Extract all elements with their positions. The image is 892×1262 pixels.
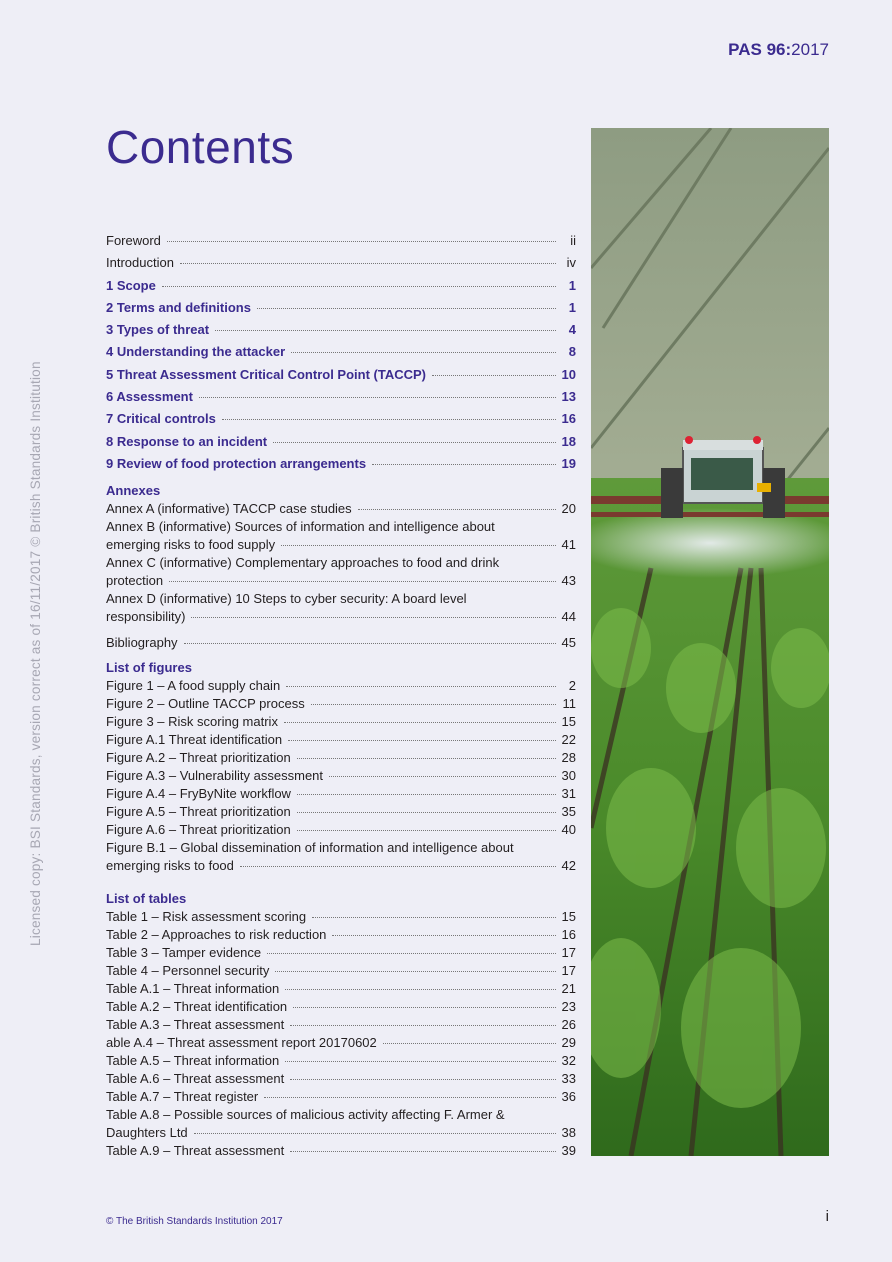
toc-entry-table[interactable]: [106, 998, 576, 1016]
dot-leader: [297, 830, 556, 831]
toc-entry-table[interactable]: [106, 1016, 576, 1034]
dot-leader: [285, 1061, 555, 1062]
toc-entry-page: 4: [568, 322, 576, 338]
toc-entry-table-a8[interactable]: [106, 1124, 576, 1142]
toc-entry[interactable]: [106, 275, 576, 297]
toc-entry-annex-c-line1[interactable]: Annex C (informative) Complementary approaches to food and drink: [106, 555, 500, 571]
dot-leader: [332, 935, 555, 936]
dot-leader: [297, 794, 556, 795]
toc-entry[interactable]: [106, 364, 576, 386]
dot-leader: [267, 953, 555, 954]
dot-leader: [383, 1043, 556, 1044]
toc-entry-table[interactable]: [106, 908, 576, 926]
toc-entry-figure-b1[interactable]: [106, 857, 576, 875]
dot-leader: [290, 1079, 555, 1080]
toc-entry-page: 43: [561, 573, 576, 589]
toc-entry-figure[interactable]: [106, 821, 576, 839]
toc-entry[interactable]: [106, 297, 576, 319]
toc-entry-label: Foreword: [106, 233, 161, 248]
toc-entry-page: 30: [561, 768, 576, 784]
toc-entry-label: 5 Threat Assessment Critical Control Point (TACCP): [106, 366, 426, 382]
toc-entry-label: 3 Types of threat: [106, 322, 210, 338]
dot-leader: [215, 330, 556, 331]
toc-entry-page: 45: [561, 635, 576, 651]
toc-entry-page: 17: [561, 963, 576, 979]
toc-entry[interactable]: [106, 386, 576, 408]
toc-entry-label: Figure A.2 – Threat prioritization: [106, 750, 291, 766]
toc-entry-figure[interactable]: [106, 767, 576, 785]
toc-entry-label: Figure 1 – A food supply chain: [106, 678, 281, 694]
toc-entry-page: 26: [561, 1017, 576, 1033]
toc-entry-page: 10: [561, 366, 576, 382]
toc-entry-page: 15: [561, 909, 576, 925]
toc-entry-label: Table A.1 – Threat information: [106, 981, 280, 997]
standard-code: PAS 96:: [728, 40, 792, 59]
dot-leader: [184, 643, 556, 644]
toc-entry-label: able A.4 – Threat assessment report 20170602: [106, 1035, 377, 1051]
toc-entry-page: 44: [561, 609, 576, 625]
toc-entry-page: 40: [561, 822, 576, 838]
toc-entry-page: 36: [561, 1089, 576, 1105]
tables-heading: List of tables: [106, 891, 187, 907]
toc-entry-page: 31: [561, 786, 576, 802]
dot-leader: [372, 464, 555, 465]
table-of-contents: [106, 230, 576, 1160]
toc-entry-label: Bibliography: [106, 635, 178, 651]
toc-entry-table[interactable]: [106, 1070, 576, 1088]
toc-entry-label: 6 Assessment: [106, 389, 193, 405]
toc-entry-figure[interactable]: [106, 803, 576, 821]
dot-leader: [281, 545, 555, 546]
spacer: [106, 875, 576, 883]
toc-entry-label: Daughters Ltd: [106, 1125, 188, 1141]
toc-entry-label: Table A.5 – Threat information: [106, 1053, 280, 1069]
toc-entry[interactable]: [106, 230, 576, 252]
toc-entry-label: Annex A (informative) TACCP case studies: [106, 501, 352, 517]
dot-leader: [312, 917, 555, 918]
toc-entry-page: 19: [561, 455, 576, 471]
toc-entry-figure[interactable]: [106, 749, 576, 767]
toc-entry-table[interactable]: [106, 926, 576, 944]
toc-entry-page: iv: [566, 255, 576, 271]
dot-leader: [191, 617, 555, 618]
toc-entry-page: 1: [568, 277, 576, 293]
toc-entry-label: Figure A.6 – Threat prioritization: [106, 822, 291, 838]
annexes-heading: Annexes: [106, 483, 161, 499]
dot-leader: [273, 442, 555, 443]
dot-leader: [169, 581, 555, 582]
toc-entry-label: responsibility): [106, 609, 186, 625]
dot-leader: [257, 308, 556, 309]
dot-leader: [290, 1025, 555, 1026]
copyright-footer: © The British Standards Institution 2017: [106, 1216, 283, 1227]
main-sections: [106, 230, 576, 475]
toc-entry-figure-b1-line1[interactable]: Figure B.1 – Global dissemination of information and intelligence about: [106, 840, 514, 856]
spacer: [106, 626, 576, 634]
toc-entry-label: Introduction: [106, 255, 174, 271]
dot-leader: [358, 509, 556, 510]
toc-entry-table[interactable]: [106, 1052, 576, 1070]
dot-leader: [222, 419, 556, 420]
toc-entry-page: 28: [561, 750, 576, 766]
toc-entry[interactable]: [106, 252, 576, 274]
toc-entry[interactable]: [106, 431, 576, 453]
toc-entry-label: Table 1 – Risk assessment scoring: [106, 909, 307, 925]
toc-entry-table[interactable]: [106, 980, 576, 998]
toc-entry-page: 13: [561, 389, 576, 405]
toc-entry-label: 2 Terms and definitions: [106, 299, 251, 315]
toc-entry-label: 9 Review of food protection arrangements: [106, 455, 367, 471]
toc-entry-page: 39: [561, 1143, 576, 1159]
standard-year: 2017: [791, 40, 829, 59]
toc-entry-page: 41: [561, 537, 576, 553]
dot-leader: [240, 866, 556, 867]
toc-entry-label: Table A.2 – Threat identification: [106, 999, 288, 1015]
page-title: Contents: [106, 121, 295, 173]
toc-entry[interactable]: [106, 408, 576, 430]
dot-leader: [291, 352, 556, 353]
toc-entry-label: Table 4 – Personnel security: [106, 963, 270, 979]
dot-leader: [162, 286, 556, 287]
toc-entry-page: 18: [561, 433, 576, 449]
toc-entry-label: Figure 2 – Outline TACCP process: [106, 696, 305, 712]
tables-list: [106, 908, 576, 1106]
toc-entry-table-a9[interactable]: [106, 1142, 576, 1160]
dot-leader: [432, 375, 556, 376]
dot-leader: [293, 1007, 555, 1008]
toc-entry-label: Figure A.4 – FryByNite workflow: [106, 786, 291, 802]
toc-entry-page: ii: [570, 233, 576, 248]
toc-entry-annex-d[interactable]: [106, 608, 576, 626]
toc-entry-label: emerging risks to food: [106, 858, 234, 874]
dot-leader: [167, 241, 556, 242]
crop-sprayer-photo: [591, 128, 829, 1156]
toc-entry-page: 15: [561, 714, 576, 730]
dot-leader: [199, 397, 556, 398]
page-number: i: [825, 1208, 829, 1225]
toc-entry-page: 11: [562, 696, 576, 712]
toc-entry-page: 22: [561, 732, 576, 748]
toc-entry-page: 17: [561, 945, 576, 961]
toc-entry-label: Table A.9 – Threat assessment: [106, 1143, 285, 1159]
toc-entry-annex-b-line1[interactable]: Annex B (informative) Sources of information and intelligence about: [106, 519, 495, 535]
toc-entry-figure[interactable]: [106, 677, 576, 695]
toc-entry-label: Figure A.5 – Threat prioritization: [106, 804, 291, 820]
toc-entry-label: Figure 3 – Risk scoring matrix: [106, 714, 278, 730]
toc-entry-annex-c[interactable]: [106, 572, 576, 590]
toc-entry-figure[interactable]: [106, 695, 576, 713]
toc-entry-page: 23: [561, 999, 576, 1015]
toc-entry-label: 8 Response to an incident: [106, 433, 268, 449]
toc-entry-label: Table A.3 – Threat assessment: [106, 1017, 285, 1033]
toc-entry-table[interactable]: [106, 1088, 576, 1106]
toc-entry-label: Table 2 – Approaches to risk reduction: [106, 927, 327, 943]
dot-leader: [285, 989, 555, 990]
toc-entry-label: 1 Scope: [106, 277, 156, 293]
toc-entry-label: protection: [106, 573, 164, 589]
toc-entry-page: 32: [561, 1053, 576, 1069]
toc-entry-annex-b[interactable]: [106, 536, 576, 554]
dot-leader: [288, 740, 555, 741]
toc-entry-figure[interactable]: [106, 785, 576, 803]
dot-leader: [180, 263, 556, 264]
toc-entry-page: 29: [561, 1035, 576, 1051]
dot-leader: [275, 971, 555, 972]
toc-entry-label: 4 Understanding the attacker: [106, 344, 286, 360]
toc-entry-label: Table A.6 – Threat assessment: [106, 1071, 285, 1087]
dot-leader: [329, 776, 556, 777]
toc-entry-label: Figure A.1 Threat identification: [106, 732, 283, 748]
dot-leader: [297, 758, 556, 759]
dot-leader: [194, 1133, 556, 1134]
toc-entry-page: 1: [568, 299, 576, 315]
toc-entry-table[interactable]: [106, 962, 576, 980]
toc-entry-label: Figure A.3 – Vulnerability assessment: [106, 768, 324, 784]
dot-leader: [264, 1097, 555, 1098]
toc-entry-table-a8-line1[interactable]: Table A.8 – Possible sources of malicious activity affecting F. Armer &: [106, 1107, 505, 1123]
toc-entry-page: 16: [561, 927, 576, 943]
toc-entry-figure[interactable]: [106, 713, 576, 731]
toc-entry-table[interactable]: [106, 1034, 576, 1052]
figures-heading: List of figures: [106, 660, 192, 676]
toc-entry-label: 7 Critical controls: [106, 411, 216, 427]
toc-entry-table[interactable]: [106, 944, 576, 962]
license-watermark: Licensed copy: BSI Standards, version correct as of 16/11/2017 © British Standards Institution: [28, 361, 43, 946]
toc-entry-figure[interactable]: [106, 731, 576, 749]
toc-entry-annex-d-line1[interactable]: Annex D (informative) 10 Steps to cyber security: A board level: [106, 591, 467, 607]
toc-entry[interactable]: [106, 319, 576, 341]
toc-entry-page: 21: [561, 981, 576, 997]
toc-entry[interactable]: [106, 341, 576, 363]
toc-entry-label: emerging risks to food supply: [106, 537, 276, 553]
toc-entry-page: 20: [561, 501, 576, 517]
toc-entry-label: Table 3 – Tamper evidence: [106, 945, 262, 961]
toc-entry-page: 38: [561, 1125, 576, 1141]
document-code: [728, 40, 829, 60]
toc-entry-bibliography[interactable]: [106, 634, 576, 652]
dot-leader: [290, 1151, 555, 1152]
toc-entry[interactable]: [106, 453, 576, 475]
toc-entry-page: 33: [561, 1071, 576, 1087]
figures-list: [106, 677, 576, 839]
dot-leader: [286, 686, 556, 687]
dot-leader: [311, 704, 556, 705]
dot-leader: [297, 812, 556, 813]
toc-entry-label: Table A.7 – Threat register: [106, 1089, 259, 1105]
toc-entry-page: 35: [561, 804, 576, 820]
toc-entry-page: 2: [568, 678, 576, 694]
toc-entry-annex-a[interactable]: [106, 500, 576, 518]
toc-entry-page: 16: [561, 411, 576, 427]
toc-entry-page: 8: [568, 344, 576, 360]
dot-leader: [284, 722, 556, 723]
toc-entry-page: 42: [561, 858, 576, 874]
